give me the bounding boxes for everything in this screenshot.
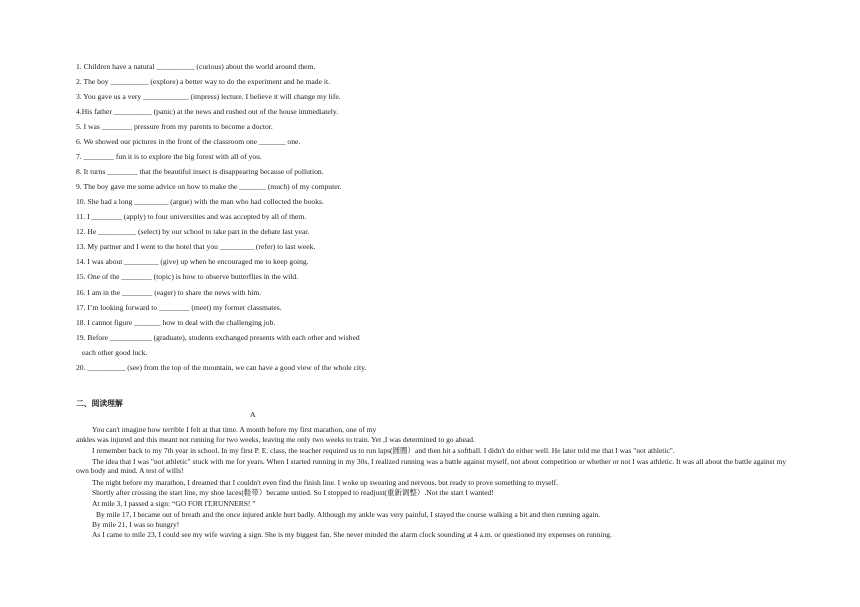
passage-paragraph-8: By mile 21, I was so hungry!	[92, 520, 180, 529]
passage-paragraph-2: I remember back to my 7th year in school. In my first P. E. class, the teacher required us to run laps(圆圈）and then hit a softball. I didn't do either well. He later told me that I was "not athletic".	[92, 446, 675, 455]
question-16: 16. I am in the ________ (eager) to share the news with him.	[76, 288, 262, 297]
passage-title: A	[250, 410, 256, 419]
passage-paragraph-6: At mile 3, I passed a sign: “GO FOR IT,RUNNERS! ”	[92, 499, 256, 508]
question-2: 2. The boy __________ (explore) a better way to do the experiment and he made it.	[76, 77, 330, 86]
passage-paragraph-5: Shortly after crossing the start line, my shoe laces(鞋带）became untied. So I stopped to readjust(重新调整）.Not the start I wanted!	[92, 488, 494, 497]
question-15: 15. One of the ________ (topic) is how to observe butterflies in the wild.	[76, 272, 299, 281]
question-17: 17. I’m looking forward to ________ (meet) my former classmates.	[76, 303, 282, 312]
passage-paragraph-1-cont: ankles was injured and this meant not running for two weeks, leaving me only two weeks to train. Yet ,I was determined to go ahead.	[76, 435, 475, 444]
question-19-continuation: each other good luck.	[82, 348, 148, 357]
question-7: 7. ________ fun it is to explore the big forest with all of you.	[76, 152, 262, 161]
question-6: 6. We showed our pictures in the front of the classroom one _______ one.	[76, 137, 301, 146]
question-10: 10. She had a long _________ (argue) with the man who had collected the books.	[76, 197, 324, 206]
question-14: 14. I was about _________ (give) up when he encouraged me to keep going.	[76, 257, 309, 266]
passage-paragraph-9: As I came to mile 23, I could see my wife waving a sign. She is my biggest fan. She never minded the alarm clock sounding at 4 a.m. or questioned my expenses on running.	[92, 530, 612, 539]
question-9: 9. The boy gave me some advice on how to make the _______ (much) of my computer.	[76, 182, 342, 191]
question-11: 11. I ________ (apply) to four universities and was accepted by all of them.	[76, 212, 307, 221]
question-1: 1. Children have a natural __________ (curious) about the world around them.	[76, 62, 316, 71]
passage-paragraph-7: By mile 17, I became out of breath and the once injured ankle hurt badly. Although my ankle was very painful, I stayed the course walking a bit and then running again.	[96, 510, 601, 519]
question-20: 20. __________ (see) from the top of the mountain, we can have a good view of the whole city.	[76, 363, 367, 372]
section-heading: 二、阅读理解	[76, 399, 123, 408]
question-19: 19. Before ___________ (graduate), students exchanged presents with each other and wished	[76, 333, 360, 342]
passage-paragraph-1: You can't imagine how terrible I felt at that time. A month before my first marathon, one of my	[92, 425, 377, 434]
question-4: 4.His father __________ (panic) at the news and rushed out of the house immediately.	[76, 107, 339, 116]
question-12: 12. He __________ (select) by our school to take part in the debate last year.	[76, 227, 310, 236]
question-8: 8. It turns ________ that the beautiful insect is disappearing because of pollution.	[76, 167, 324, 176]
passage-paragraph-4: The night before my marathon, I dreamed that I couldn't even find the finish line. I woke up sweating and nervous, but ready to prove something to myself.	[92, 478, 559, 487]
question-5: 5. I was ________ pressure from my parents to become a doctor.	[76, 122, 273, 131]
question-18: 18. I cannot figure _______ how to deal with the challenging job.	[76, 318, 276, 327]
question-3: 3. You gave us a very ____________ (impress) lecture. I believe it will change my life.	[76, 92, 341, 101]
question-13: 13. My partner and I went to the hotel that you _________ (refer) to last week.	[76, 242, 316, 251]
passage-paragraph-3: The idea that I was "not athletic" stuck with me for years. When I started running in my 30s, I realized running was a battle against myself, not about competition or whether or not I was athletic. It was all about the battle against my own body and mind. A test of wills!	[76, 457, 787, 475]
